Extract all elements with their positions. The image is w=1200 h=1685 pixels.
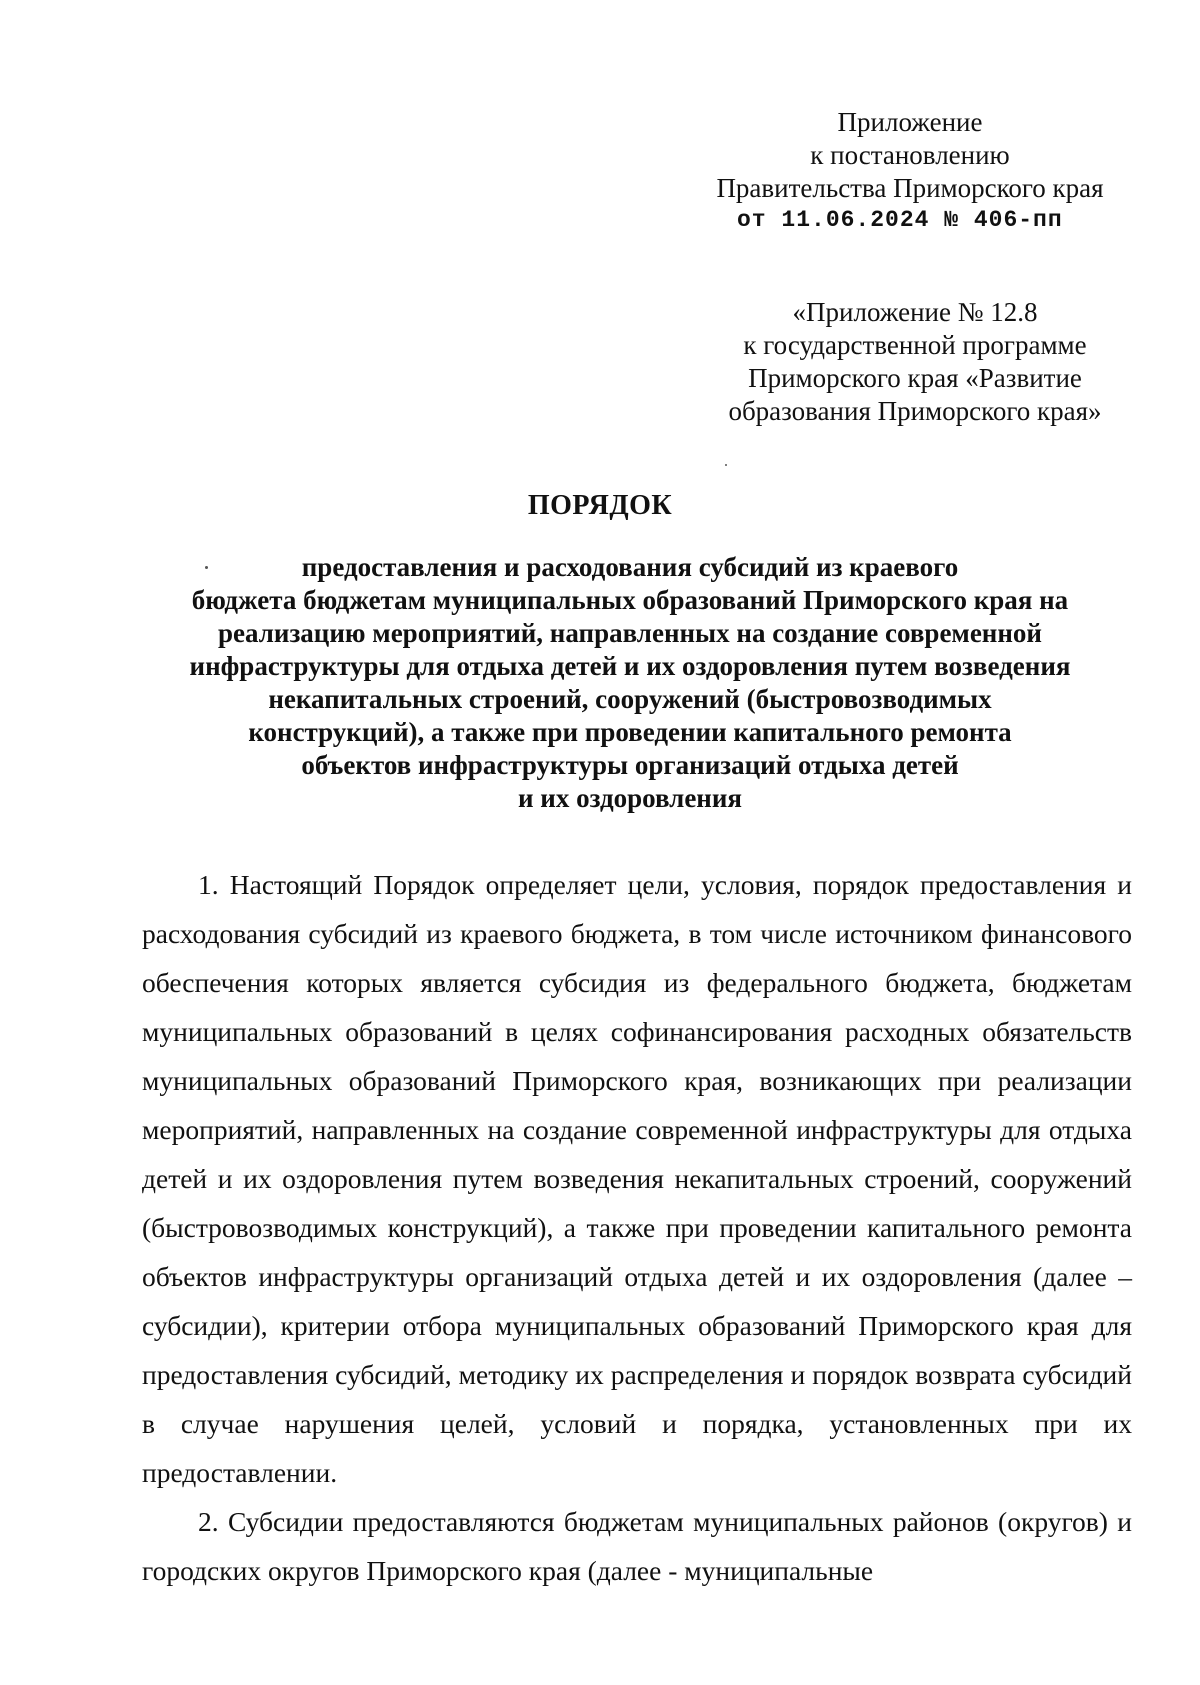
scan-speck	[725, 464, 727, 466]
program-appendix-line-2: к государственной программе	[743, 330, 1087, 360]
scan-speck	[205, 566, 208, 569]
appendix-line-3: Правительства Приморского края	[716, 173, 1104, 203]
subtitle-line: бюджета бюджетам муниципальных образований Приморского края на	[191, 585, 1069, 615]
appendix-line-1: Приложение	[837, 107, 983, 137]
subtitle-line: конструкций), а также при проведении капитального ремонта	[248, 717, 1012, 747]
subtitle-line: инфраструктуры для отдыха детей и их оздоровления путем возведения	[189, 651, 1071, 681]
resolution-stamp: от 11.06.2024 № 406-пп	[737, 207, 1063, 233]
program-appendix-header	[705, 296, 1125, 428]
paragraph-1: 1. Настоящий Порядок определяет цели, условия, порядок предоставления и расходования субсидий из краевого бюджета, в том числе источником финансового обеспечения которых является субсидия из федерального бюджета, бюджетам муниципальных образований в целях софинансирования расходных обязательств муниципальных образований Приморского края, возникающих при реализации мероприятий, направленных на создание современной инфраструктуры для отдыха детей и их оздоровления путем возведения некапитальных строений, сооружений (быстровозводимых конструкций), а также при проведении капитального ремонта объектов инфраструктуры организаций отдыха детей и их оздоровления (далее – субсидии), критерии отбора муниципальных образований Приморского края для предоставления субсидий, методику их распределения и порядок возврата субсидий в случае нарушения целей, условий и порядка, установленных при их предоставлении.	[142, 869, 1132, 1488]
document-title: ПОРЯДОК	[527, 490, 673, 521]
appendix-header	[695, 106, 1125, 235]
subtitle-line: некапитальных строений, сооружений (быстровозводимых	[268, 684, 992, 714]
document-subtitle	[130, 551, 1130, 815]
document-body	[142, 860, 1132, 1595]
program-appendix-line-3: Приморского края «Развитие	[748, 363, 1082, 393]
subtitle-line: и их оздоровления	[517, 783, 743, 813]
program-appendix-line-1: «Приложение № 12.8	[792, 297, 1038, 327]
program-appendix-line-4: образования Приморского края»	[728, 396, 1102, 426]
appendix-line-2: к постановлению	[810, 140, 1010, 170]
subtitle-line: объектов инфраструктуры организаций отдыха детей	[301, 750, 959, 780]
subtitle-line: предоставления и расходования субсидий из краевого	[301, 552, 959, 582]
subtitle-line: реализацию мероприятий, направленных на создание современной	[218, 618, 1042, 648]
paragraph-2: 2. Субсидии предоставляются бюджетам муниципальных районов (округов) и городских округов Приморского края (далее - муниципальные	[142, 1506, 1132, 1586]
